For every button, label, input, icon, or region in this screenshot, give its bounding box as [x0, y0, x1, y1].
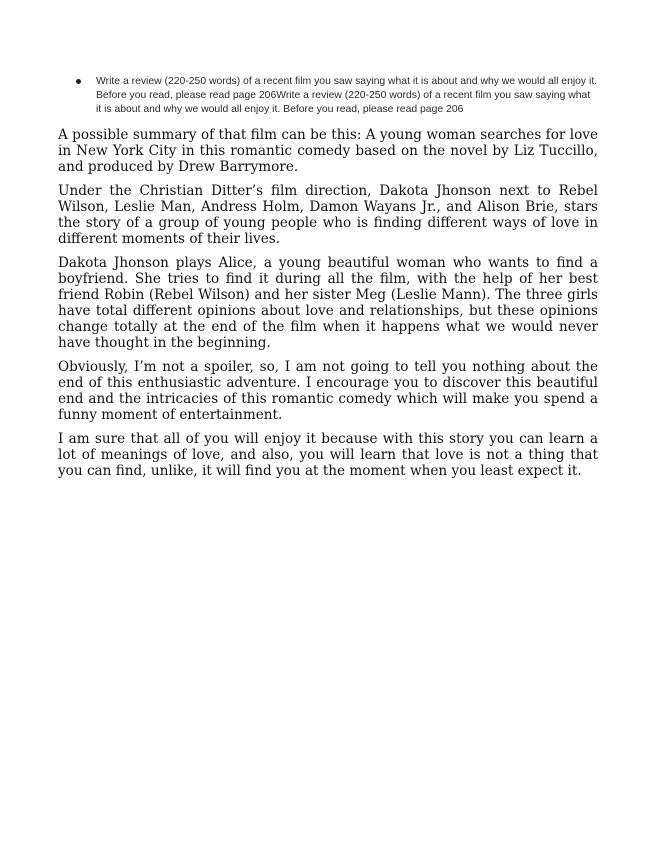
paragraph-cast: Under the Christian Ditter’s film direction, Dakota Jhonson next to Rebel Wilson, Leslie Man, Andress Holm, Damon Wayans Jr., and Alison Brie, stars the story of a group of young people who is finding different ways of love in different moments of their lives. — [58, 183, 598, 247]
instruction-text: Write a review (220-250 words) of a recent film you saw saying what it is about and why we would all enjoy it. Before you read, please read page 206Write a review (220-250 words) of a recent film you saw saying what it is about and why we would all enjoy it. Before you read, please read page 206 — [96, 76, 598, 115]
paragraph-conclusion: I am sure that all of you will enjoy it because with this story you can learn a lot of meanings of love, and also, you will learn that love is not a thing that you can find, unlike, it will find you at the moment when you least expect it. — [58, 431, 598, 479]
bullet-icon — [76, 79, 81, 84]
review-body — [58, 127, 598, 487]
paragraph-no-spoiler: Obviously, I’m not a spoiler, so, I am not going to tell you nothing about the end of this enthusiastic adventure. I encourage you to discover this beautiful end and the intricacies of this romantic comedy which will make you spend a funny moment of entertainment. — [58, 359, 598, 423]
paragraph-plot: Dakota Jhonson plays Alice, a young beautiful woman who wants to find a boyfriend. She tries to find it during all the film, with the help of her best friend Robin (Rebel Wilson) and her sister Meg (Leslie Mann). The three girls have total different opinions about love and relationships, but these opinions change totally at the end of the film when it happens what we would never have thought in the beginning. — [58, 255, 598, 351]
instruction-list — [76, 75, 598, 117]
instruction-item — [76, 75, 598, 117]
paragraph-summary: A possible summary of that film can be this: A young woman searches for love in New York City in this romantic comedy based on the novel by Liz Tuccillo, and produced by Drew Barrymore. — [58, 127, 598, 175]
